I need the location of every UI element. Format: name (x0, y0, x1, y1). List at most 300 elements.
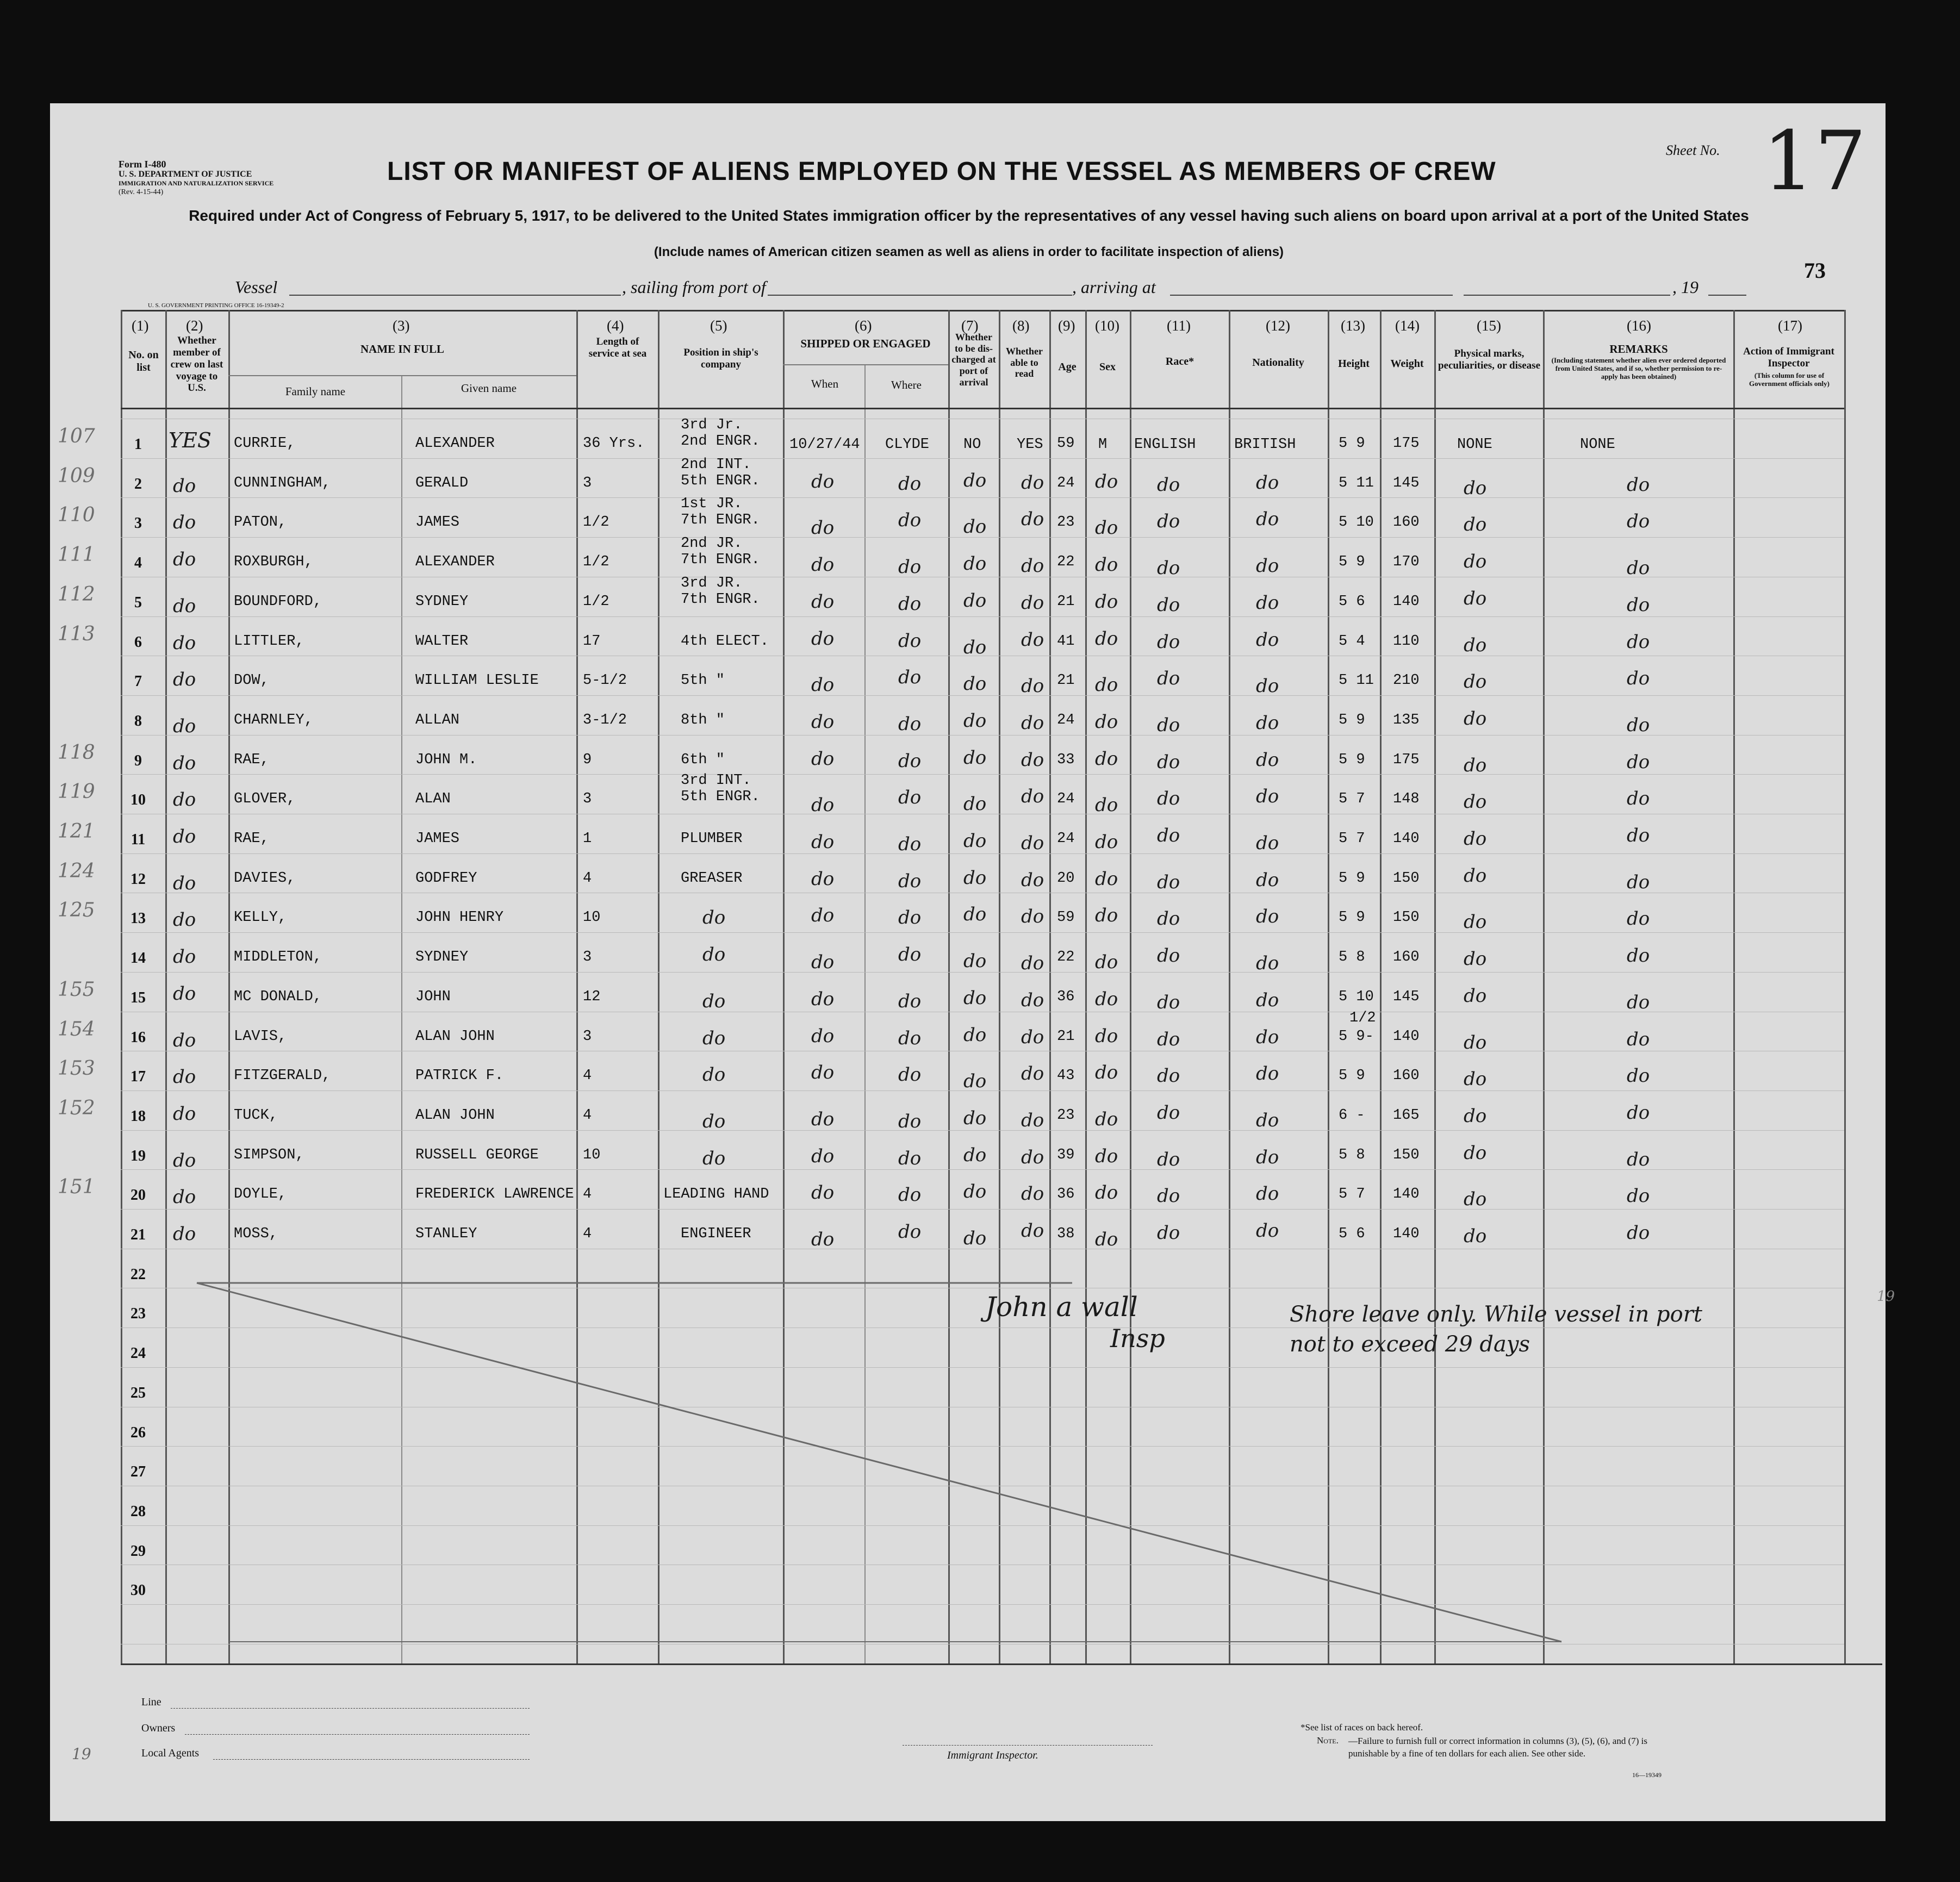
footer-agents-field[interactable] (213, 1759, 530, 1760)
ditto-mark: do (898, 944, 922, 965)
ditto-mark: do (811, 794, 835, 816)
subtitle: Required under Act of Congress of February 5, 1917, to be delivered to the United States immigration officer by the representatives of any vessel having such aliens on board upon arrival at a port of the United States (189, 207, 1749, 224)
ditto-mark: do (1464, 551, 1487, 572)
row-given: GODFREY (415, 870, 477, 887)
row-age: 20 (1057, 870, 1075, 887)
ditto-mark: do (811, 711, 835, 733)
col-header-read: Whether able to read (1006, 346, 1043, 379)
ditto-mark: do (1021, 989, 1044, 1011)
ditto-mark: do (702, 990, 726, 1012)
ditto-mark: do (1095, 794, 1118, 816)
ditto-mark: do (1021, 675, 1044, 697)
ditto-mark: do (1021, 1220, 1044, 1242)
row-family: KELLY, (234, 909, 287, 926)
ditto-mark: do (173, 826, 196, 847)
row-no: 10 (130, 792, 146, 808)
footer-line-field[interactable] (171, 1708, 530, 1709)
row-no: 14 (130, 950, 146, 967)
row-no: 19 (130, 1148, 146, 1164)
ditto-mark: do (963, 1070, 987, 1092)
ditto-mark: do (1157, 751, 1180, 773)
vessel-label: Vessel (235, 277, 278, 297)
ditto-mark: do (811, 1182, 835, 1204)
ditto-mark: do (173, 632, 196, 654)
ditto-mark: do (173, 715, 196, 737)
ditto-mark: do (963, 710, 987, 732)
ditto-mark: do (1021, 555, 1044, 577)
row-service: 17 (583, 633, 601, 650)
ditto-mark: do (1021, 508, 1044, 530)
ditto-mark: do (1021, 786, 1044, 807)
ditto-mark: do (1256, 712, 1279, 734)
ditto-mark: do (1256, 1026, 1279, 1048)
row-family: LAVIS, (234, 1029, 287, 1045)
ditto-mark: do (1627, 557, 1650, 579)
ditto-mark: do (898, 593, 922, 615)
row-service: 9 (583, 752, 592, 768)
ditto-mark: do (1157, 557, 1180, 579)
ditto-mark: do (173, 475, 196, 497)
ditto-mark: do (1627, 945, 1650, 967)
ditto-mark: do (1627, 788, 1650, 809)
inspector-title: Insp (1110, 1324, 1165, 1353)
row-family: PATON, (234, 514, 287, 531)
row-age: 21 (1057, 594, 1075, 610)
ditto-mark: do (898, 1184, 922, 1206)
ditto-mark: do (898, 990, 922, 1012)
col-header-nationality: Nationality (1252, 357, 1304, 369)
row-weight: 175 (1393, 435, 1420, 452)
col-num: (12) (1266, 317, 1290, 334)
margin-number: 124 (58, 860, 95, 882)
row-no: 7 (134, 673, 142, 690)
ditto-mark: do (811, 831, 835, 853)
ditto-mark: do (1256, 629, 1279, 651)
ditto-mark: do (1095, 674, 1118, 696)
footer-races-note: *See list of races on back hereof. (1301, 1722, 1423, 1733)
ditto-mark: do (1256, 832, 1279, 854)
row-given: JOHN M. (415, 752, 477, 768)
ditto-mark: do (1021, 712, 1044, 734)
row-weight: 145 (1393, 989, 1420, 1005)
col-num: (17) (1778, 317, 1802, 334)
ditto-mark: do (898, 556, 922, 578)
ditto-mark: do (963, 1107, 987, 1129)
ditto-mark: do (1256, 675, 1279, 697)
row-service: 4 (583, 1226, 592, 1242)
row-service: 36 Yrs. (583, 435, 645, 452)
ditto-mark: do (963, 673, 987, 695)
ditto-mark: do (1157, 992, 1180, 1013)
row-no: 18 (130, 1108, 146, 1125)
ditto-mark: do (1256, 508, 1279, 530)
row-no: 1 (134, 436, 142, 453)
row-height: 5 10 (1339, 514, 1374, 531)
col-num: (3) (393, 317, 410, 334)
row-position-2: 6th " (681, 752, 725, 768)
row-service: 4 (583, 1068, 592, 1084)
row-read: YES (1017, 437, 1043, 453)
col-header-no: No. on list (128, 349, 159, 373)
row-where: CLYDE (885, 437, 930, 453)
margin-number: 110 (58, 504, 95, 526)
row-given: WALTER (415, 633, 469, 650)
row-weight: 165 (1393, 1107, 1420, 1124)
row-age: 24 (1057, 791, 1075, 807)
ditto-mark: do (963, 1144, 987, 1166)
ditto-mark: do (811, 471, 835, 493)
row-height: 5 9- (1339, 1029, 1374, 1045)
row-age: 22 (1057, 554, 1075, 570)
ditto-mark: do (1157, 1149, 1180, 1170)
corner-mark: 19 (72, 1745, 91, 1763)
col-num: (15) (1477, 317, 1501, 334)
ditto-mark: do (1464, 828, 1487, 850)
ditto-mark: do (1095, 1229, 1118, 1250)
row-position-2: 7th ENGR. (681, 512, 760, 528)
ditto-mark: do (1627, 1102, 1650, 1124)
row-given: STANLEY (415, 1226, 477, 1242)
ditto-mark: do (1095, 831, 1118, 853)
row-no: 15 (130, 989, 146, 1006)
ditto-mark: do (1157, 714, 1180, 736)
ditto-mark: do (1464, 865, 1487, 887)
ditto-mark: do (1256, 749, 1279, 771)
row-weight: 148 (1393, 791, 1420, 807)
row-when: 10/27/44 (789, 437, 860, 453)
row-age: 59 (1057, 435, 1075, 452)
row-age: 43 (1057, 1068, 1075, 1084)
ditto-mark: do (1021, 1183, 1044, 1205)
ditto-mark: do (1021, 629, 1044, 651)
row-no: 16 (130, 1029, 146, 1046)
ditto-mark: do (811, 554, 835, 576)
row-service: 3 (583, 949, 592, 965)
ditto-mark: do (1095, 628, 1118, 650)
row-given: JAMES (415, 514, 460, 531)
ditto-mark: do (1256, 906, 1279, 927)
ditto-mark: do (1464, 477, 1487, 499)
margin-number: 107 (58, 425, 95, 447)
ditto-mark: do (898, 630, 922, 652)
row-no: 20 (130, 1187, 146, 1204)
col-header-where: Where (891, 378, 922, 391)
col-num: (6) (855, 317, 872, 334)
margin-number: 109 (58, 465, 95, 487)
row-position-2: 7th ENGR. (681, 591, 760, 608)
row-family: LITTLER, (234, 633, 304, 650)
row-service: 3-1/2 (583, 712, 627, 728)
ditto-mark: do (963, 637, 987, 658)
ditto-mark: do (898, 833, 922, 855)
ditto-mark: do (811, 1108, 835, 1130)
row-given: GERALD (415, 475, 469, 491)
row-family: CURRIE, (234, 435, 296, 452)
ditto-mark: do (1464, 1188, 1487, 1210)
manifest-sheet (50, 103, 1895, 1821)
col-header-when: When (811, 377, 839, 390)
ditto-mark: do (1157, 594, 1180, 616)
ditto-mark: do (173, 752, 196, 774)
row-position-1: 1st JR. (681, 496, 743, 512)
row-family: SIMPSON, (234, 1147, 304, 1163)
row-service: 3 (583, 475, 592, 491)
col-num: (14) (1395, 317, 1420, 334)
margin-number: 113 (58, 623, 95, 645)
ditto-mark: do (1095, 951, 1118, 973)
empty-row-number: 22 (130, 1266, 146, 1283)
row-family: MIDDLETON, (234, 949, 322, 965)
row-family: TUCK, (234, 1107, 278, 1124)
col-num: (4) (607, 317, 624, 334)
row-phys: NONE (1457, 437, 1492, 453)
ditto-mark: do (898, 870, 922, 892)
ditto-mark: do (811, 591, 835, 613)
row-weight: 175 (1393, 752, 1420, 768)
row-height: 5 9 (1339, 435, 1365, 452)
ditto-mark: do (1157, 668, 1180, 689)
row-position-2: PLUMBER (681, 831, 743, 847)
ditto-mark: do (173, 873, 196, 894)
row-age: 38 (1057, 1226, 1075, 1242)
row-weight: 160 (1393, 1068, 1420, 1084)
col-header-given: Given name (461, 382, 517, 395)
sheet-label: Sheet No. (1666, 142, 1720, 158)
row-age: 24 (1057, 475, 1075, 491)
row-service: 1 (583, 831, 592, 847)
ditto-mark: do (963, 747, 987, 769)
ditto-mark: do (173, 1223, 196, 1245)
ditto-mark: do (173, 1150, 196, 1171)
row-position-2: LEADING HAND (663, 1186, 769, 1202)
row-no: 21 (130, 1226, 146, 1243)
row-family: GLOVER, (234, 791, 296, 807)
ditto-mark: do (1256, 989, 1279, 1011)
ditto-mark: do (1157, 510, 1180, 532)
ditto-mark: do (963, 1181, 987, 1202)
col-header-discharged: Whether to be dis-charged at port of arrival (951, 332, 996, 388)
ditto-mark: do (963, 470, 987, 491)
row-weight: 110 (1393, 633, 1420, 650)
row-weight: 145 (1393, 475, 1420, 491)
ditto-mark: do (1627, 474, 1650, 496)
ditto-mark: do (1157, 1102, 1180, 1124)
row-given: RUSSELL GEORGE (415, 1147, 539, 1163)
row-weight: 140 (1393, 1029, 1420, 1045)
ditto-mark: do (811, 1145, 835, 1167)
margin-number: 112 (58, 583, 95, 606)
ditto-mark: do (898, 1027, 922, 1049)
ditto-mark: do (1464, 1225, 1487, 1247)
ditto-mark: do (1157, 1029, 1180, 1050)
empty-row-number: 29 (130, 1543, 146, 1560)
ditto-mark: do (1095, 1108, 1118, 1130)
col-num: (11) (1167, 317, 1191, 334)
margin-number: 153 (58, 1057, 95, 1080)
row-family: DOW, (234, 672, 269, 689)
ditto-mark: do (1627, 1029, 1650, 1050)
ditto-mark: do (898, 1064, 922, 1086)
row-weight: 150 (1393, 1147, 1420, 1163)
ditto-mark: do (1627, 510, 1650, 532)
col-num: (2) (186, 317, 203, 334)
row-weight: 160 (1393, 514, 1420, 531)
ditto-mark: do (1464, 791, 1487, 813)
ditto-mark: do (1095, 988, 1118, 1010)
ditto-mark: do (898, 787, 922, 808)
strike-diagonal (50, 103, 1886, 1821)
ditto-mark: do (963, 1227, 987, 1249)
row-height: 5 8 (1339, 949, 1365, 965)
row-position-2: 2nd ENGR. (681, 433, 760, 450)
ditto-mark: do (1256, 786, 1279, 807)
ditto-mark: do (898, 713, 922, 735)
form-number: Form I-480 (119, 159, 166, 170)
ditto-mark: do (173, 512, 196, 533)
ditto-mark: do (702, 1111, 726, 1132)
ditto-mark: do (173, 789, 196, 811)
row-nat: BRITISH (1234, 437, 1296, 453)
col-header-age: Age (1058, 361, 1077, 373)
ditto-mark: do (1157, 1065, 1180, 1087)
row-given: JOHN HENRY (415, 909, 504, 926)
row-position-2: 5th ENGR. (681, 789, 760, 805)
ditto-mark: do (173, 1186, 196, 1208)
row-no: 4 (134, 554, 142, 571)
row-position-1: 3rd JR. (681, 575, 743, 591)
ditto-mark: do (1464, 985, 1487, 1007)
ditto-mark: do (1256, 1110, 1279, 1131)
row-age: 33 (1057, 752, 1075, 768)
row-service: 5-1/2 (583, 672, 627, 689)
row-height: 5 7 (1339, 831, 1365, 847)
row-given: ALAN (415, 791, 451, 807)
row-weight: 140 (1393, 1186, 1420, 1202)
row-family: RAE, (234, 831, 269, 847)
row-weight: 140 (1393, 831, 1420, 847)
row-given: JOHN (415, 989, 451, 1005)
printing-office: U. S. GOVERNMENT PRINTING OFFICE 16-19349-2 (148, 302, 284, 309)
ditto-mark: do (1627, 1222, 1650, 1244)
ditto-mark: do (173, 983, 196, 1005)
row-height: 5 9 (1339, 752, 1365, 768)
ditto-mark: do (811, 1025, 835, 1047)
inspector-sign-field[interactable] (903, 1745, 1153, 1746)
ditto-mark: do (1464, 1068, 1487, 1090)
ditto-mark: do (963, 793, 987, 815)
ditto-mark: do (1021, 952, 1044, 974)
ditto-mark: do (1627, 1149, 1650, 1170)
ditto-mark: do (702, 1148, 726, 1169)
row-disch: NO (963, 437, 981, 453)
ditto-mark: do (173, 549, 196, 570)
footer-owners-field[interactable] (185, 1734, 530, 1735)
ditto-mark: do (963, 950, 987, 972)
footer-note: —Failure to furnish full or correct information in columns (3), (5), (6), and (7) is punishable by a fine of ten dollars for each alien. See other side. (1348, 1736, 1648, 1759)
ditto-mark: do (1256, 1146, 1279, 1168)
row-weight: 135 (1393, 712, 1420, 728)
row-remarks: NONE (1580, 437, 1615, 453)
row-no: 6 (134, 634, 142, 651)
row-height: 5 8 (1339, 1147, 1365, 1163)
col-header-height: Height (1338, 358, 1370, 370)
ditto-mark: do (1256, 869, 1279, 891)
ditto-mark: do (1095, 591, 1118, 613)
row-no: 8 (134, 713, 142, 730)
col-num: (1) (132, 317, 149, 334)
ditto-mark: do (898, 1148, 922, 1169)
footer-form-code: 16—19349 (1632, 1771, 1662, 1779)
row-no: 13 (130, 910, 146, 927)
department: U. S. DEPARTMENT OF JUSTICE (119, 170, 252, 179)
ditto-mark: do (1021, 869, 1044, 891)
ditto-mark: do (1095, 1062, 1118, 1083)
row-position-1: 2nd JR. (681, 535, 743, 552)
ditto-mark: do (1464, 671, 1487, 693)
row-age: 24 (1057, 712, 1075, 728)
ditto-mark: do (1627, 631, 1650, 653)
sailing-label: , sailing from port of (622, 277, 766, 297)
col-header-remarks-note: (Including statement whether alien ever ordered deported from United States, and if so, whether permission to re-apply has been obtained) (1551, 356, 1726, 381)
ditto-mark: do (1627, 992, 1650, 1013)
empty-row-number: 24 (130, 1345, 146, 1362)
row-position-2: 8th " (681, 712, 725, 728)
ditto-mark: do (811, 988, 835, 1010)
row-race: ENGLISH (1134, 437, 1196, 453)
ditto-mark: do (811, 905, 835, 926)
row-age: 36 (1057, 1186, 1075, 1202)
ditto-mark: do (1157, 825, 1180, 846)
ditto-mark: do (963, 516, 987, 538)
footer-note-label: Note. (1317, 1735, 1339, 1746)
ditto-mark: do (1021, 1063, 1044, 1085)
row-family: CUNNINGHAM, (234, 475, 331, 491)
row-no: 3 (134, 515, 142, 532)
ditto-mark: do (811, 868, 835, 890)
last-voyage-mark: YES (169, 428, 211, 452)
ditto-mark: do (963, 903, 987, 925)
ditto-mark: do (1464, 588, 1487, 609)
ditto-mark: do (898, 750, 922, 772)
ditto-mark: do (898, 1221, 922, 1243)
row-age: 41 (1057, 633, 1075, 650)
ditto-mark: do (898, 473, 922, 495)
row-service: 1/2 (583, 514, 609, 531)
row-service: 1/2 (583, 554, 609, 570)
row-position-2: GREASER (681, 870, 743, 887)
row-family: MC DONALD, (234, 989, 322, 1005)
col-header-service: Length of service at sea (588, 336, 647, 359)
col-header-shipped: SHIPPED OR ENGAGED (800, 337, 931, 350)
ditto-mark: do (1464, 634, 1487, 656)
row-no: 12 (130, 871, 146, 888)
row-service: 4 (583, 1107, 592, 1124)
ditto-mark: do (1627, 668, 1650, 689)
row-height: 5 11 (1339, 672, 1374, 689)
ditto-mark: do (963, 867, 987, 889)
ditto-mark: do (898, 666, 922, 688)
col-header-sex: Sex (1099, 361, 1116, 373)
ditto-mark: do (898, 907, 922, 928)
row-age: 21 (1057, 672, 1075, 689)
row-given: ALAN JOHN (415, 1029, 495, 1045)
row-given: JAMES (415, 831, 460, 847)
margin-number: 155 (58, 979, 95, 1001)
inspector-signature: John a wall (985, 1291, 1138, 1323)
col-header-last-voyage: Whether member of crew on last voyage to U.S. (170, 335, 223, 394)
row-given: ALAN JOHN (415, 1107, 495, 1124)
row-height-extra: 1/2 (1349, 1010, 1376, 1026)
